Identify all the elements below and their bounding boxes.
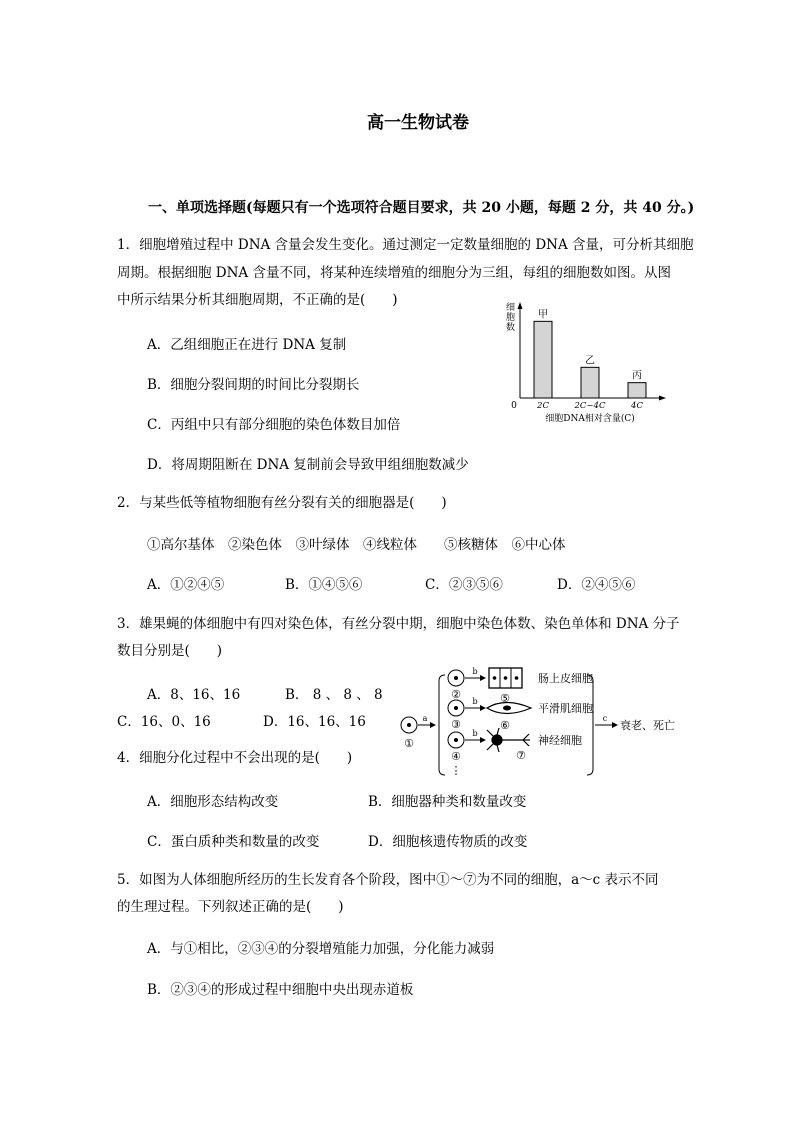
q2-option-a: A．①②④⑤: [147, 577, 225, 593]
right-bracket: [587, 675, 593, 775]
chart-bar-label-3: 丙: [632, 370, 642, 382]
q1-line3: 中所示结果分析其细胞周期，不正确的是( ): [117, 292, 398, 308]
q1-option-a: A．乙组细胞正在进行 DNA 复制: [147, 337, 347, 353]
q1-line2: 周期。根据细胞 DNA 含量不同，将某种连续增殖的细胞分为三组，每组的细胞数如图。从图: [117, 265, 671, 281]
section-heading: 一、单项选择题(每题只有一个选项符合题目要求，共 20 小题，每题 2 分，共 40 分。): [148, 200, 695, 216]
q2-items: ①高尔基体 ②染色体 ③叶绿体 ④线粒体 ⑤核糖体 ⑥中心体: [147, 537, 566, 553]
row2-num: ③: [451, 718, 461, 731]
q3-line1: 3．雄果蝇的体细胞中有四对染色体，有丝分裂中期，细胞中染色体数、染色单体和 DNA 分子: [117, 616, 680, 632]
q5-line2: 的生理过程。下列叙述正确的是( ): [117, 899, 344, 915]
q2-stem: 2．与某些低等植物细胞有丝分裂有关的细胞器是( ): [117, 495, 447, 511]
chart-bar-label-1: 甲: [538, 309, 548, 321]
more-dots: ⋮: [450, 764, 462, 777]
start-cell-num: ①: [404, 737, 414, 750]
chart-y-arrow: [518, 302, 523, 309]
q5-option-a: A．与①相比，②③④的分裂增殖能力加强，分化能力减弱: [147, 941, 495, 957]
q3-option-a: A．8、16、16: [147, 687, 241, 703]
row1-label: 肠上皮细胞: [538, 672, 593, 685]
row2-num2: ⑥: [500, 719, 510, 732]
chart-bar-1: [534, 321, 552, 398]
q2-option-b: B．①④⑤⑥: [285, 577, 363, 593]
row1-num: ②: [451, 688, 461, 701]
q1-option-c: C．丙组中只有部分细胞的染色体数目加倍: [147, 417, 401, 433]
chart-ylabel: 细胞数: [506, 303, 516, 333]
q4-option-d: D．细胞核遗传物质的改变: [368, 834, 528, 850]
q3-option-c: C．16、0、16: [117, 714, 211, 730]
row1-num2: ⑤: [500, 692, 510, 705]
q1-option-d: D．将周期阻断在 DNA 复制前会导致甲组细胞数减少: [147, 457, 469, 473]
row3-num2: ⑦: [516, 749, 526, 762]
chart-bar-3: [628, 383, 646, 398]
q4-option-c: C．蛋白质种类和数量的改变: [147, 834, 320, 850]
chart-origin: 0: [511, 401, 517, 411]
q3-option-b: B． 8 、 8 、 8: [285, 687, 383, 703]
q2-option-c: C．②③⑤⑥: [425, 577, 503, 593]
q1-option-b: B．细胞分裂间期的时间比分裂期长: [147, 377, 360, 393]
page-title: 高一生物试卷: [367, 113, 469, 133]
cell-development-diagram: [395, 665, 690, 780]
left-bracket: [439, 675, 445, 775]
chart-tick-label-1: 2C: [537, 401, 549, 411]
q2-option-d: D．②④⑤⑥: [557, 577, 636, 593]
q3-line2: 数目分别是( ): [117, 643, 223, 659]
arrow-c-label: c: [602, 714, 608, 723]
chart-bar-2: [581, 367, 599, 398]
q1-line1: 1．细胞增殖过程中 DNA 含量会发生变化。通过测定一定数量细胞的 DNA 含量，可分析其细胞: [117, 237, 694, 253]
q5-option-b: B．②③④的形成过程中细胞中央出现赤道板: [147, 982, 414, 998]
q4-stem: 4．细胞分化过程中不会出现的是( ): [117, 750, 353, 766]
row1-arrow-label: b: [472, 667, 478, 676]
q4-option-a: A．细胞形态结构改变: [147, 794, 279, 810]
q3-option-d: D．16、16、16: [263, 714, 366, 730]
chart-xlabel: 细胞DNA相对含量(C): [545, 414, 635, 424]
q5-line1: 5．如图为人体细胞所经历的生长发育各个阶段，图中①～⑦为不同的细胞，a～c 表示不同: [117, 872, 659, 888]
end-label: 衰老、死亡: [620, 719, 675, 732]
q1-dna-chart: [500, 300, 675, 430]
q4-option-b: B．细胞器种类和数量改变: [368, 794, 527, 810]
intestinal-epithelial-cells-icon: [489, 668, 522, 688]
row2-arrow-label: b: [472, 697, 478, 706]
row3-num: ④: [451, 750, 461, 763]
row3-label: 神经细胞: [538, 734, 582, 747]
chart-tick-label-3: 4C: [631, 401, 643, 411]
chart-bar-label-2: 乙: [585, 355, 595, 367]
chart-tick-label-2: 2C~4C: [574, 401, 606, 411]
row2-label: 平滑肌细胞: [538, 702, 593, 715]
row3-arrow-label: b: [472, 729, 478, 738]
arrow-a-label: a: [422, 714, 428, 723]
chart-x-arrow: [659, 396, 666, 401]
